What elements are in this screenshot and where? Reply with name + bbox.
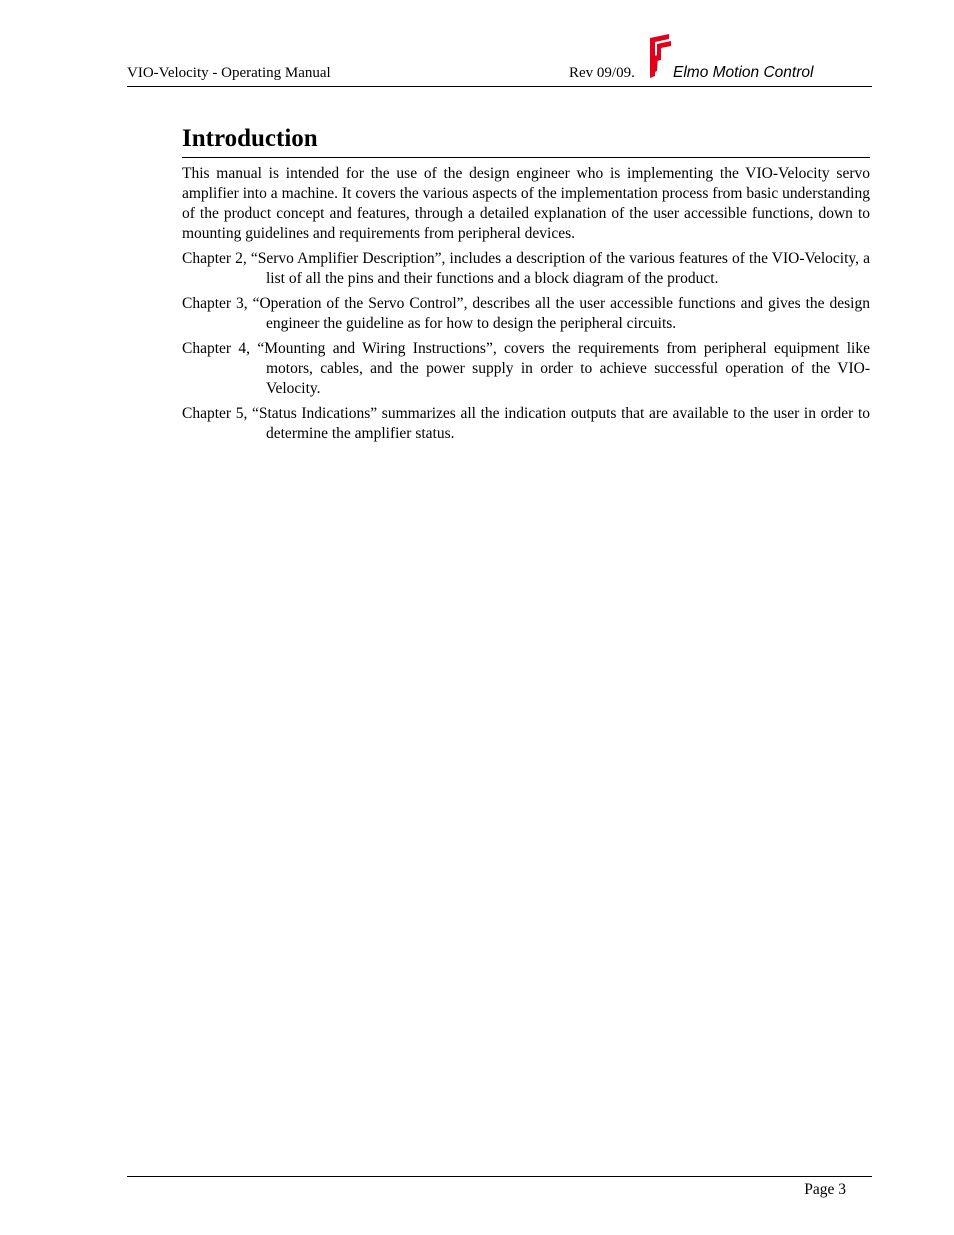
- page-header: [127, 34, 872, 87]
- page-footer: [127, 1176, 872, 1198]
- chapter-5-description: Chapter 5, “Status Indications” summarizes all the indication outputs that are available to the user in order to determine the amplifier status.: [182, 405, 870, 442]
- company-name: Elmo Motion Control: [673, 64, 814, 81]
- chapter-4-description: Chapter 4, “Mounting and Wiring Instructions”, covers the requirements from peripheral equipment like motors, cables, and the power supply in order to achieve successful operation of the VIO-Velocity.: [182, 340, 870, 397]
- main-content: [182, 122, 870, 444]
- document-title: VIO-Velocity - Operating Manual: [127, 65, 331, 81]
- chapter-3-description: Chapter 3, “Operation of the Servo Control”, describes all the user accessible functions and gives the design engineer the guideline as for how to design the peripheral circuits.: [182, 295, 870, 332]
- chapter-2-description: Chapter 2, “Servo Amplifier Description”, includes a description of the various features of the VIO-Velocity, a list of all the pins and their functions and a block diagram of the product.: [182, 250, 870, 287]
- elmo-logo-icon: [645, 34, 673, 78]
- intro-paragraph: This manual is intended for the use of the design engineer who is implementing the VIO-Velocity servo amplifier into a machine. It covers the various aspects of the implementation process from basic understanding of the product concept and features, through a detailed explanation of the user accessible functions, down to mounting guidelines and requirements from peripheral devices.: [182, 165, 870, 242]
- section-heading: Introduction: [182, 122, 870, 158]
- page-number: Page 3: [804, 1181, 846, 1198]
- revision-label: Rev 09/09.: [569, 65, 635, 81]
